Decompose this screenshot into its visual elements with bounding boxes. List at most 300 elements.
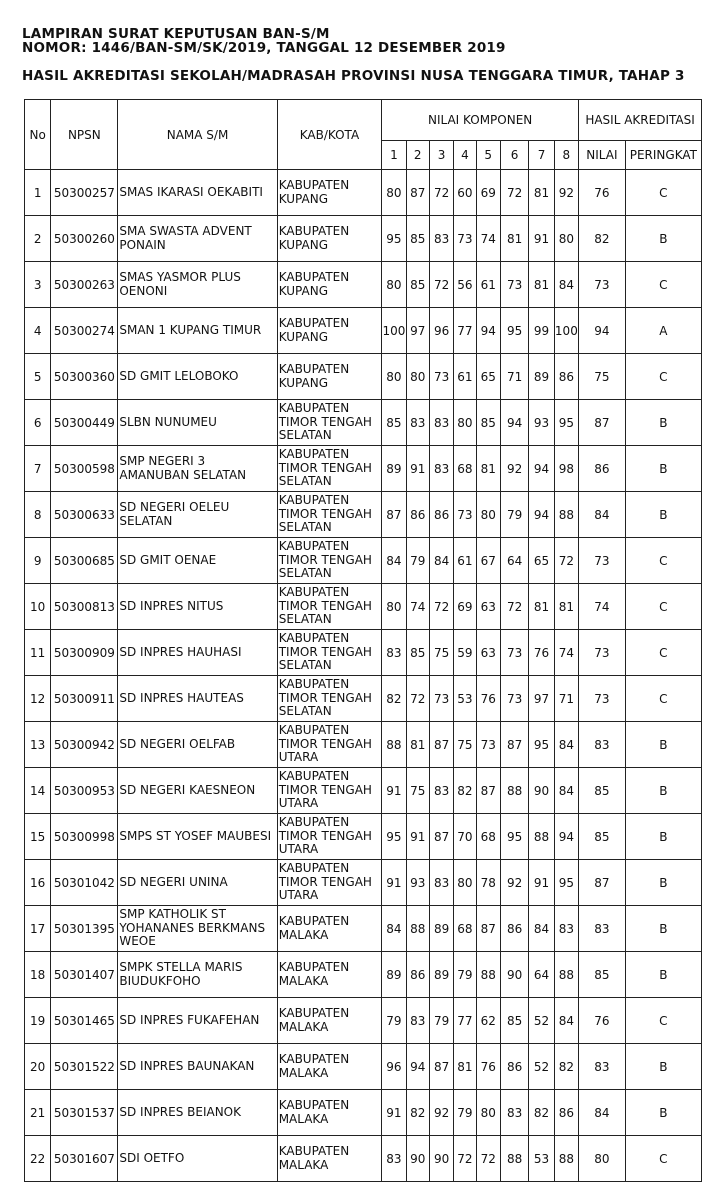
header-component: 2 xyxy=(406,141,429,170)
row-nilai: 73 xyxy=(579,538,626,584)
row-no: 18 xyxy=(25,952,51,998)
row-component-score: 87 xyxy=(429,1044,453,1090)
row-peringkat: A xyxy=(625,308,701,354)
row-component-score: 88 xyxy=(554,952,578,998)
row-component-score: 83 xyxy=(429,446,453,492)
row-school-name: SD INPRES HAUHASI xyxy=(118,630,277,676)
row-npsn: 50300260 xyxy=(51,216,118,262)
row-kab-kota: KABUPATEN TIMOR TENGAH SELATAN xyxy=(277,400,382,446)
row-npsn: 50301042 xyxy=(51,860,118,906)
header-peringkat: PERINGKAT xyxy=(625,141,701,170)
row-component-score: 79 xyxy=(500,492,528,538)
row-npsn: 50300685 xyxy=(51,538,118,584)
row-component-score: 96 xyxy=(429,308,453,354)
row-component-score: 83 xyxy=(429,768,453,814)
row-component-score: 88 xyxy=(529,814,554,860)
row-component-score: 77 xyxy=(454,308,476,354)
row-component-score: 91 xyxy=(382,1090,406,1136)
header-component: 1 xyxy=(382,141,406,170)
row-school-name: SD NEGERI OELEU SELATAN xyxy=(118,492,277,538)
row-component-score: 73 xyxy=(500,676,528,722)
row-component-score: 95 xyxy=(500,814,528,860)
row-component-score: 99 xyxy=(529,308,554,354)
row-kab-kota: KABUPATEN KUPANG xyxy=(277,170,382,216)
row-component-score: 81 xyxy=(476,446,500,492)
row-nilai: 80 xyxy=(579,1136,626,1182)
row-nilai: 74 xyxy=(579,584,626,630)
row-npsn: 50301407 xyxy=(51,952,118,998)
row-component-score: 89 xyxy=(382,446,406,492)
header-nilai-komponen: NILAI KOMPONEN xyxy=(382,100,579,141)
row-component-score: 73 xyxy=(429,676,453,722)
row-component-score: 73 xyxy=(429,354,453,400)
row-component-score: 87 xyxy=(476,768,500,814)
table-row xyxy=(25,676,702,722)
row-component-score: 85 xyxy=(406,262,429,308)
row-school-name: SD GMIT OENAE xyxy=(118,538,277,584)
row-nilai: 75 xyxy=(579,354,626,400)
row-component-score: 64 xyxy=(529,952,554,998)
row-npsn: 50300911 xyxy=(51,676,118,722)
row-component-score: 64 xyxy=(500,538,528,584)
row-component-score: 68 xyxy=(476,814,500,860)
row-component-score: 80 xyxy=(382,354,406,400)
row-school-name: SD INPRES BEIANOK xyxy=(118,1090,277,1136)
row-component-score: 82 xyxy=(406,1090,429,1136)
row-component-score: 83 xyxy=(429,860,453,906)
row-kab-kota: KABUPATEN TIMOR TENGAH UTARA xyxy=(277,814,382,860)
header-component: 5 xyxy=(476,141,500,170)
row-component-score: 100 xyxy=(382,308,406,354)
table-row xyxy=(25,998,702,1044)
row-school-name: SD NEGERI UNINA xyxy=(118,860,277,906)
row-component-score: 87 xyxy=(429,814,453,860)
table-row xyxy=(25,814,702,860)
row-nilai: 85 xyxy=(579,768,626,814)
row-nilai: 73 xyxy=(579,262,626,308)
row-school-name: SMAN 1 KUPANG TIMUR xyxy=(118,308,277,354)
doc-title-line-2: NOMOR: 1446/BAN-SM/SK/2019, TANGGAL 12 DESEMBER 2019 xyxy=(22,40,506,56)
row-component-score: 94 xyxy=(529,446,554,492)
row-component-score: 88 xyxy=(554,1136,578,1182)
row-component-score: 89 xyxy=(382,952,406,998)
row-no: 9 xyxy=(25,538,51,584)
row-school-name: SMPK STELLA MARIS BIUDUKFOHO xyxy=(118,952,277,998)
row-component-score: 95 xyxy=(554,860,578,906)
row-component-score: 94 xyxy=(406,1044,429,1090)
row-component-score: 97 xyxy=(406,308,429,354)
header-component: 4 xyxy=(454,141,476,170)
row-nilai: 87 xyxy=(579,860,626,906)
row-component-score: 90 xyxy=(500,952,528,998)
row-component-score: 90 xyxy=(429,1136,453,1182)
table-row xyxy=(25,1090,702,1136)
row-component-score: 79 xyxy=(406,538,429,584)
row-kab-kota: KABUPATEN TIMOR TENGAH SELATAN xyxy=(277,584,382,630)
row-no: 8 xyxy=(25,492,51,538)
row-component-score: 72 xyxy=(500,584,528,630)
row-component-score: 94 xyxy=(554,814,578,860)
row-component-score: 81 xyxy=(529,170,554,216)
row-component-score: 88 xyxy=(500,1136,528,1182)
row-component-score: 69 xyxy=(476,170,500,216)
row-school-name: SMP NEGERI 3 AMANUBAN SELATAN xyxy=(118,446,277,492)
row-component-score: 62 xyxy=(476,998,500,1044)
row-peringkat: C xyxy=(625,538,701,584)
row-component-score: 69 xyxy=(454,584,476,630)
row-component-score: 95 xyxy=(529,722,554,768)
row-component-score: 83 xyxy=(554,906,578,952)
row-component-score: 88 xyxy=(406,906,429,952)
table-row xyxy=(25,538,702,584)
row-component-score: 81 xyxy=(529,584,554,630)
row-no: 5 xyxy=(25,354,51,400)
row-nilai: 73 xyxy=(579,630,626,676)
row-component-score: 73 xyxy=(500,262,528,308)
row-component-score: 85 xyxy=(406,216,429,262)
row-component-score: 75 xyxy=(429,630,453,676)
header-no: No xyxy=(25,100,51,170)
row-school-name: SD NEGERI KAESNEON xyxy=(118,768,277,814)
row-component-score: 92 xyxy=(429,1090,453,1136)
row-component-score: 83 xyxy=(500,1090,528,1136)
row-no: 1 xyxy=(25,170,51,216)
row-component-score: 80 xyxy=(454,400,476,446)
table-row xyxy=(25,170,702,216)
row-no: 15 xyxy=(25,814,51,860)
row-kab-kota: KABUPATEN MALAKA xyxy=(277,998,382,1044)
row-no: 13 xyxy=(25,722,51,768)
table-row xyxy=(25,446,702,492)
row-npsn: 50300598 xyxy=(51,446,118,492)
table-row xyxy=(25,400,702,446)
row-component-score: 91 xyxy=(382,860,406,906)
row-component-score: 87 xyxy=(476,906,500,952)
header-component: 3 xyxy=(429,141,453,170)
row-component-score: 86 xyxy=(500,906,528,952)
row-component-score: 88 xyxy=(476,952,500,998)
row-component-score: 95 xyxy=(500,308,528,354)
row-school-name: SD GMIT LELOBOKO xyxy=(118,354,277,400)
table-row xyxy=(25,308,702,354)
row-component-score: 84 xyxy=(554,722,578,768)
row-nilai: 83 xyxy=(579,722,626,768)
row-component-score: 94 xyxy=(529,492,554,538)
row-component-score: 72 xyxy=(554,538,578,584)
row-component-score: 94 xyxy=(500,400,528,446)
row-component-score: 95 xyxy=(382,814,406,860)
row-peringkat: C xyxy=(625,998,701,1044)
row-school-name: SD INPRES HAUTEAS xyxy=(118,676,277,722)
row-component-score: 75 xyxy=(406,768,429,814)
row-nilai: 84 xyxy=(579,492,626,538)
row-component-score: 95 xyxy=(554,400,578,446)
row-npsn: 50300813 xyxy=(51,584,118,630)
row-no: 22 xyxy=(25,1136,51,1182)
row-component-score: 83 xyxy=(406,998,429,1044)
row-nilai: 85 xyxy=(579,814,626,860)
row-kab-kota: KABUPATEN MALAKA xyxy=(277,1044,382,1090)
row-component-score: 94 xyxy=(476,308,500,354)
row-component-score: 88 xyxy=(500,768,528,814)
row-component-score: 90 xyxy=(529,768,554,814)
header-component: 7 xyxy=(529,141,554,170)
row-npsn: 50300909 xyxy=(51,630,118,676)
table-row xyxy=(25,262,702,308)
row-school-name: SLBN NUNUMEU xyxy=(118,400,277,446)
row-component-score: 78 xyxy=(476,860,500,906)
table-row xyxy=(25,630,702,676)
row-nilai: 83 xyxy=(579,906,626,952)
row-kab-kota: KABUPATEN MALAKA xyxy=(277,906,382,952)
row-kab-kota: KABUPATEN TIMOR TENGAH SELATAN xyxy=(277,446,382,492)
row-component-score: 91 xyxy=(406,446,429,492)
table-row xyxy=(25,768,702,814)
row-component-score: 79 xyxy=(429,998,453,1044)
row-peringkat: C xyxy=(625,630,701,676)
row-component-score: 81 xyxy=(454,1044,476,1090)
row-npsn: 50300942 xyxy=(51,722,118,768)
row-peringkat: B xyxy=(625,492,701,538)
row-kab-kota: KABUPATEN MALAKA xyxy=(277,952,382,998)
row-component-score: 84 xyxy=(554,768,578,814)
row-component-score: 92 xyxy=(554,170,578,216)
row-kab-kota: KABUPATEN TIMOR TENGAH SELATAN xyxy=(277,492,382,538)
row-no: 16 xyxy=(25,860,51,906)
row-component-score: 98 xyxy=(554,446,578,492)
row-component-score: 72 xyxy=(429,584,453,630)
row-component-score: 91 xyxy=(382,768,406,814)
row-component-score: 92 xyxy=(500,446,528,492)
row-component-score: 83 xyxy=(382,630,406,676)
row-component-score: 82 xyxy=(554,1044,578,1090)
doc-title-line-1: LAMPIRAN SURAT KEPUTUSAN BAN-S/M xyxy=(22,26,330,42)
row-component-score: 93 xyxy=(529,400,554,446)
table-row xyxy=(25,584,702,630)
row-peringkat: B xyxy=(625,952,701,998)
row-kab-kota: KABUPATEN MALAKA xyxy=(277,1090,382,1136)
row-school-name: SD INPRES NITUS xyxy=(118,584,277,630)
row-peringkat: B xyxy=(625,1044,701,1090)
row-component-score: 86 xyxy=(429,492,453,538)
table-row xyxy=(25,1136,702,1182)
row-component-score: 83 xyxy=(429,400,453,446)
row-component-score: 74 xyxy=(406,584,429,630)
table-row xyxy=(25,860,702,906)
row-component-score: 61 xyxy=(454,354,476,400)
row-kab-kota: KABUPATEN MALAKA xyxy=(277,1136,382,1182)
row-component-score: 87 xyxy=(429,722,453,768)
row-component-score: 95 xyxy=(382,216,406,262)
row-nilai: 84 xyxy=(579,1090,626,1136)
row-component-score: 73 xyxy=(454,216,476,262)
table-row xyxy=(25,906,702,952)
row-npsn: 50300449 xyxy=(51,400,118,446)
header-nama: NAMA S/M xyxy=(118,100,277,170)
row-component-score: 80 xyxy=(382,262,406,308)
header-hasil-akreditasi: HASIL AKREDITASI xyxy=(579,100,702,141)
row-component-score: 79 xyxy=(454,1090,476,1136)
row-nilai: 87 xyxy=(579,400,626,446)
row-npsn: 50301537 xyxy=(51,1090,118,1136)
row-component-score: 61 xyxy=(476,262,500,308)
row-school-name: SMP KATHOLIK ST YOHANANES BERKMANS WEOE xyxy=(118,906,277,952)
row-school-name: SMAS IKARASI OEKABITI xyxy=(118,170,277,216)
table-row xyxy=(25,492,702,538)
row-peringkat: B xyxy=(625,446,701,492)
row-school-name: SD INPRES FUKAFEHAN xyxy=(118,998,277,1044)
row-component-score: 73 xyxy=(476,722,500,768)
table-body xyxy=(25,170,702,1182)
row-component-score: 70 xyxy=(454,814,476,860)
row-component-score: 90 xyxy=(406,1136,429,1182)
header-component: 8 xyxy=(554,141,578,170)
row-school-name: SD NEGERI OELFAB xyxy=(118,722,277,768)
row-no: 21 xyxy=(25,1090,51,1136)
row-component-score: 59 xyxy=(454,630,476,676)
row-component-score: 93 xyxy=(406,860,429,906)
row-kab-kota: KABUPATEN KUPANG xyxy=(277,216,382,262)
table-row xyxy=(25,952,702,998)
row-component-score: 72 xyxy=(429,170,453,216)
row-component-score: 91 xyxy=(529,860,554,906)
row-no: 6 xyxy=(25,400,51,446)
doc-title-line-3: HASIL AKREDITASI SEKOLAH/MADRASAH PROVINSI NUSA TENGGARA TIMUR, TAHAP 3 xyxy=(22,68,685,84)
row-component-score: 82 xyxy=(454,768,476,814)
row-nilai: 83 xyxy=(579,1044,626,1090)
row-component-score: 84 xyxy=(382,906,406,952)
row-peringkat: B xyxy=(625,722,701,768)
row-component-score: 91 xyxy=(529,216,554,262)
row-nilai: 86 xyxy=(579,446,626,492)
row-component-score: 92 xyxy=(500,860,528,906)
row-component-score: 74 xyxy=(554,630,578,676)
table-row xyxy=(25,722,702,768)
row-no: 14 xyxy=(25,768,51,814)
row-component-score: 80 xyxy=(454,860,476,906)
row-nilai: 73 xyxy=(579,676,626,722)
row-no: 20 xyxy=(25,1044,51,1090)
row-npsn: 50301465 xyxy=(51,998,118,1044)
row-component-score: 67 xyxy=(476,538,500,584)
row-npsn: 50300953 xyxy=(51,768,118,814)
row-component-score: 86 xyxy=(406,492,429,538)
row-peringkat: C xyxy=(625,676,701,722)
row-component-score: 83 xyxy=(382,1136,406,1182)
row-component-score: 84 xyxy=(554,262,578,308)
row-peringkat: B xyxy=(625,860,701,906)
row-component-score: 83 xyxy=(406,400,429,446)
row-peringkat: C xyxy=(625,354,701,400)
row-kab-kota: KABUPATEN KUPANG xyxy=(277,354,382,400)
row-component-score: 88 xyxy=(554,492,578,538)
row-component-score: 85 xyxy=(476,400,500,446)
row-npsn: 50301522 xyxy=(51,1044,118,1090)
row-component-score: 76 xyxy=(476,676,500,722)
row-component-score: 61 xyxy=(454,538,476,584)
row-component-score: 81 xyxy=(554,584,578,630)
row-component-score: 72 xyxy=(500,170,528,216)
row-component-score: 53 xyxy=(454,676,476,722)
row-nilai: 94 xyxy=(579,308,626,354)
row-component-score: 75 xyxy=(454,722,476,768)
row-component-score: 82 xyxy=(529,1090,554,1136)
row-component-score: 87 xyxy=(406,170,429,216)
row-school-name: SD INPRES BAUNAKAN xyxy=(118,1044,277,1090)
row-peringkat: B xyxy=(625,1090,701,1136)
row-component-score: 89 xyxy=(529,354,554,400)
row-kab-kota: KABUPATEN TIMOR TENGAH SELATAN xyxy=(277,630,382,676)
row-component-score: 100 xyxy=(554,308,578,354)
row-school-name: SMAS YASMOR PLUS OENONI xyxy=(118,262,277,308)
row-component-score: 91 xyxy=(406,814,429,860)
row-npsn: 50300263 xyxy=(51,262,118,308)
table-row xyxy=(25,354,702,400)
row-component-score: 76 xyxy=(529,630,554,676)
row-component-score: 84 xyxy=(554,998,578,1044)
row-component-score: 84 xyxy=(429,538,453,584)
row-component-score: 68 xyxy=(454,906,476,952)
row-peringkat: B xyxy=(625,216,701,262)
row-component-score: 89 xyxy=(429,906,453,952)
row-kab-kota: KABUPATEN TIMOR TENGAH UTARA xyxy=(277,860,382,906)
row-component-score: 88 xyxy=(382,722,406,768)
row-peringkat: B xyxy=(625,768,701,814)
row-component-score: 79 xyxy=(382,998,406,1044)
row-no: 2 xyxy=(25,216,51,262)
row-component-score: 72 xyxy=(429,262,453,308)
row-component-score: 72 xyxy=(476,1136,500,1182)
row-no: 7 xyxy=(25,446,51,492)
row-component-score: 85 xyxy=(500,998,528,1044)
row-peringkat: C xyxy=(625,1136,701,1182)
row-component-score: 96 xyxy=(382,1044,406,1090)
row-kab-kota: KABUPATEN KUPANG xyxy=(277,262,382,308)
row-component-score: 80 xyxy=(476,492,500,538)
row-npsn: 50300633 xyxy=(51,492,118,538)
row-component-score: 80 xyxy=(382,170,406,216)
row-component-score: 87 xyxy=(382,492,406,538)
row-peringkat: C xyxy=(625,584,701,630)
row-peringkat: C xyxy=(625,262,701,308)
row-component-score: 87 xyxy=(500,722,528,768)
row-component-score: 68 xyxy=(454,446,476,492)
header-nilai: NILAI xyxy=(579,141,626,170)
row-kab-kota: KABUPATEN TIMOR TENGAH UTARA xyxy=(277,722,382,768)
row-nilai: 76 xyxy=(579,998,626,1044)
row-no: 17 xyxy=(25,906,51,952)
row-component-score: 81 xyxy=(500,216,528,262)
row-component-score: 89 xyxy=(429,952,453,998)
row-npsn: 50300360 xyxy=(51,354,118,400)
row-kab-kota: KABUPATEN KUPANG xyxy=(277,308,382,354)
row-school-name: SDI OETFO xyxy=(118,1136,277,1182)
accreditation-table xyxy=(24,99,702,1182)
row-component-score: 79 xyxy=(454,952,476,998)
row-nilai: 82 xyxy=(579,216,626,262)
row-component-score: 84 xyxy=(529,906,554,952)
row-no: 4 xyxy=(25,308,51,354)
row-component-score: 85 xyxy=(382,400,406,446)
table-row xyxy=(25,1044,702,1090)
row-component-score: 65 xyxy=(476,354,500,400)
row-component-score: 85 xyxy=(406,630,429,676)
row-peringkat: B xyxy=(625,906,701,952)
row-nilai: 85 xyxy=(579,952,626,998)
header-npsn: NPSN xyxy=(51,100,118,170)
row-no: 11 xyxy=(25,630,51,676)
row-kab-kota: KABUPATEN TIMOR TENGAH SELATAN xyxy=(277,676,382,722)
